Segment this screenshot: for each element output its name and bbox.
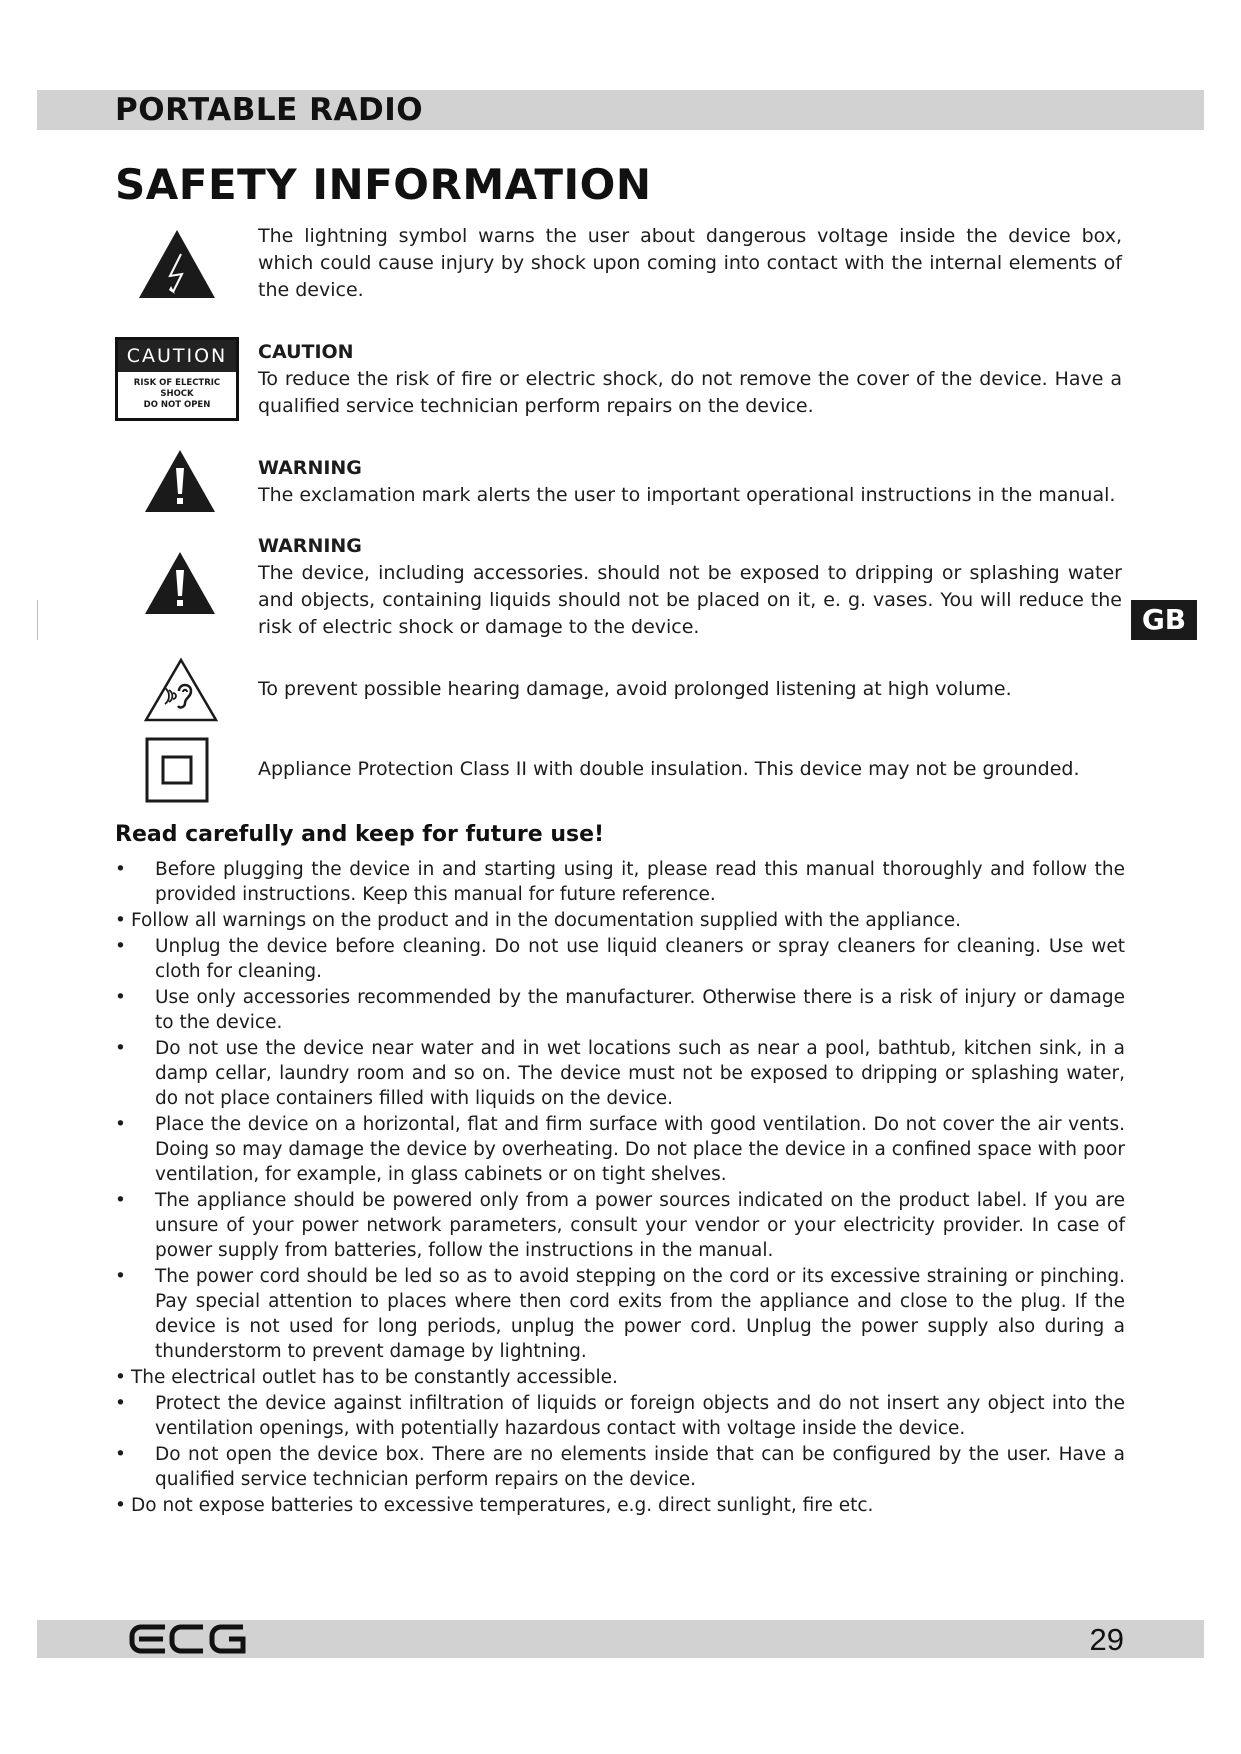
hearing-damage-icon (143, 657, 219, 727)
list-item: • Follow all warnings on the product and in the documentation supplied with the appliance. (115, 908, 1125, 933)
header-bar (37, 90, 1204, 130)
insulation-description (258, 756, 1122, 783)
list-item: • The electrical outlet has to be constantly accessible. (115, 1365, 1125, 1390)
caution-label-top: CAUTION (118, 340, 236, 372)
caution-label-bottom (118, 372, 236, 411)
lightning-description (258, 223, 1122, 304)
list-item: • Before plugging the device in and starting using it, please read this manual thoroughly and follow the provided instructions. Keep this manual for future reference. (115, 857, 1125, 907)
warning-heading-2: WARNING (258, 535, 362, 557)
list-item: • Place the device on a horizontal, flat and firm surface with good ventilation. Do not cover the air vents. Doing so may damage the device by overheating. Do not place the device in a confined space with poor ventilation, for example, in glass cabinets or on tight shelves. (115, 1112, 1125, 1187)
warning-liquids (258, 533, 1122, 641)
double-insulation-icon (145, 737, 209, 807)
warning-heading-1: WARNING (258, 457, 362, 479)
insulation-text: Appliance Protection Class II with double insulation. This device may not be grounded. (258, 758, 1080, 780)
warning-text-1: The exclamation mark alerts the user to important operational instructions in the manual. (258, 484, 1116, 506)
list-item: • Use only accessories recommended by the manufacturer. Otherwise there is a risk of injury or damage to the device. (115, 985, 1125, 1035)
warning-text-2: The device, including accessories. should not be exposed to dripping or splashing water and objects, containing liquids should not be placed on it, e. g. vases. You will reduce the risk of electric shock or damage to the device. (258, 562, 1122, 638)
list-item: • Unplug the device before cleaning. Do not use liquid cleaners or spray cleaners for cleaning. Use wet cloth for cleaning. (115, 934, 1125, 984)
footer-bar (37, 1620, 1204, 1658)
language-tab: GB (1131, 600, 1197, 640)
caution-label-line2: DO NOT OPEN (143, 400, 211, 410)
list-item: • The power cord should be led so as to avoid stepping on the cord or its excessive straining or pinching. Pay special attention to places where then cord exits from the appliance and close to the plug. If the device is not used for long periods, unplug the power cord. Unplug the power supply also during a thunderstorm to prevent damage by lightning. (115, 1264, 1125, 1364)
list-item: • Do not use the device near water and in wet locations such as near a pool, bathtub, kitchen sink, in a damp cellar, laundry room and so on. The device must not be exposed to dripping or splashing water, do not place containers filled with liquids on the device. (115, 1036, 1125, 1111)
exclamation-warning-icon (143, 550, 217, 620)
lightning-description-text: The lightning symbol warns the user about dangerous voltage inside the device box, which could cause injury by shock upon coming into contact with the internal elements of the device. (258, 225, 1122, 301)
page-number: 29 (1089, 1622, 1124, 1657)
hearing-text: To prevent possible hearing damage, avoid prolonged listening at high volume. (258, 678, 1012, 700)
caution-label-line1: RISK OF ELECTRIC SHOCK (133, 378, 221, 399)
margin-line (37, 600, 38, 640)
lightning-warning-icon (137, 228, 217, 304)
hearing-description (258, 676, 1122, 703)
caution-label-icon (115, 337, 239, 421)
warning-operational (258, 455, 1122, 509)
caution-description (258, 339, 1122, 420)
read-carefully-heading: Read carefully and keep for future use! (115, 822, 605, 847)
exclamation-warning-icon (143, 448, 217, 518)
list-item: • The appliance should be powered only from a power sources indicated on the product label. If you are unsure of your power network parameters, consult your vendor or your electricity provider. In case of power supply from batteries, follow the instructions in the manual. (115, 1188, 1125, 1263)
page-title: SAFETY INFORMATION (115, 160, 652, 209)
list-item: • Do not expose batteries to excessive temperatures, e.g. direct sunlight, fire etc. (115, 1493, 1125, 1518)
caution-text: To reduce the risk of fire or electric shock, do not remove the cover of the device. Have a qualified service technician perform repairs on the device. (258, 368, 1122, 417)
list-item: • Protect the device against infiltration of liquids or foreign objects and do not insert any object into the ventilation openings, with potentially hazardous contact with voltage inside the device. (115, 1391, 1125, 1441)
list-item: • Do not open the device box. There are no elements inside that can be configured by the user. Have a qualified service technician perform repairs on the device. (115, 1442, 1125, 1492)
product-title: PORTABLE RADIO (115, 92, 424, 128)
caution-heading: CAUTION (258, 341, 354, 363)
safety-instructions-list (115, 857, 1125, 1519)
ecg-logo (129, 1624, 247, 1658)
